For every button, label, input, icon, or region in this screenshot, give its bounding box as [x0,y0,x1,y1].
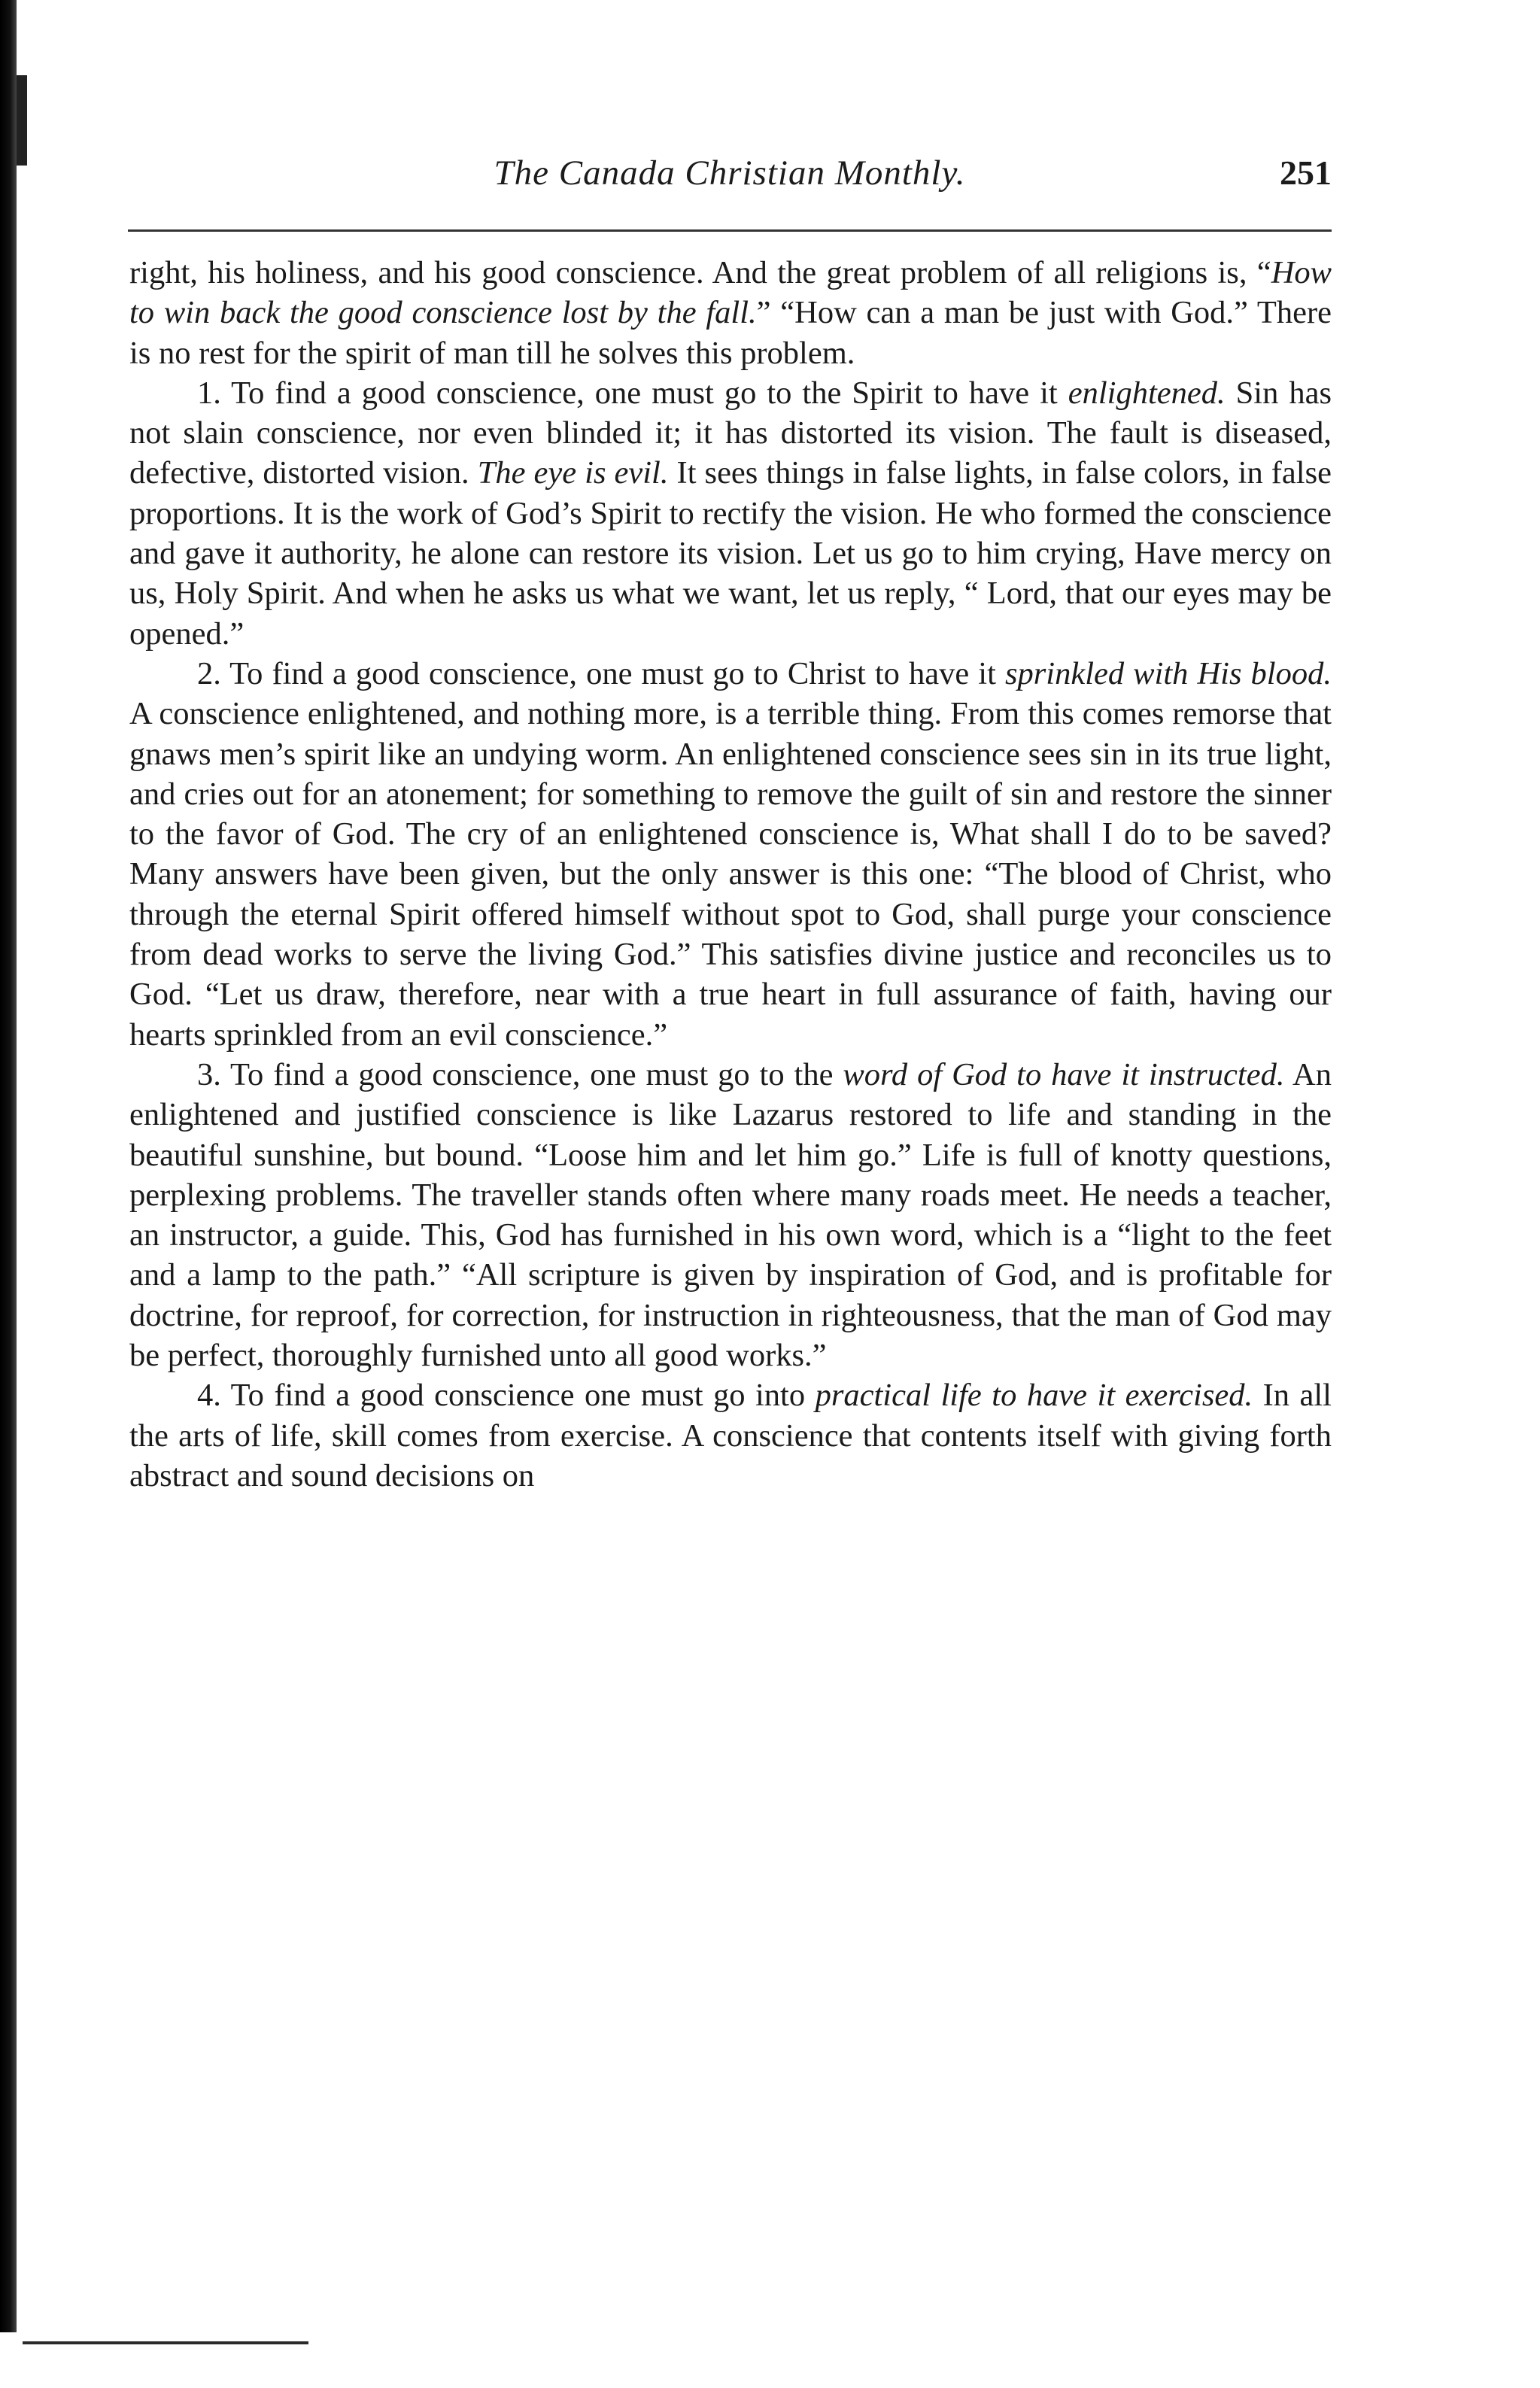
text-run: right, his holiness, and his good conscience. And the great problem of all religions is, “ [129,255,1271,290]
page-number: 251 [1280,153,1332,192]
body-text [129,253,1332,1496]
header-rule [128,229,1332,232]
running-head [128,139,1332,207]
paragraph-continuation [129,253,1332,373]
italic-run: enlightened. [1068,375,1226,411]
text-run: 2. To find a good conscience, one must go to Christ to have it [197,655,1005,691]
text-run: ” “How can a man be just with God.” There is no rest for the spirit of man till he solves this problem. [129,295,1332,371]
text-run: 3. To find a good conscience, one must go to the [197,1056,843,1092]
paragraph-1 [129,373,1332,654]
italic-run: practical life to have it exercised. [815,1378,1253,1414]
book-spine-shadow [0,0,17,2332]
italic-run: How to win back the good conscience lost by the fall. [129,255,1332,331]
spine-notch [17,75,27,166]
text-run: It sees things in false lights, in false colors, in false proportions. It is the work of God’s Spirit to rectify the vision. He who formed the conscience and gave it authority, he alone can restore its vision. Let us go to him crying, Have mercy on us, Holy Spirit. And when he asks us what we want, let us reply, “ Lord, that our eyes may be opened.” [129,455,1332,652]
running-title: The Canada Christian Monthly. [494,153,966,193]
text-run: 4. To find a good conscience one must go into [197,1378,816,1414]
italic-run: sprinkled with His blood. [1004,655,1332,691]
paragraph-4 [129,1375,1332,1496]
text-run: Sin has not slain conscience, nor even blinded it; it has distorted its vision. The fault is diseased, defective, distorted vision. [129,375,1332,491]
paragraph-3 [129,1055,1332,1375]
bottom-edge-rule [23,2341,308,2344]
paragraph-2 [129,654,1332,1055]
text-run: 1. To find a good conscience, one must go to the Spirit to have it [197,375,1068,411]
text-run: A conscience enlightened, and nothing more, is a terrible thing. From this comes remorse that gnaws men’s spirit like an undying worm. An enlightened conscience sees sin in its true light, and cries out for an atonement; for something to remove the guilt of sin and restore the sinner to the favor of God. The cry of an enlightened conscience is, What shall I do to be saved? Many answers have been given, but the only answer is this one: “The blood of Christ, who through the eternal Spirit offered himself without spot to God, shall purge your conscience from dead works to serve the living God.” This satisfies divine justice and reconciles us to God. “Let us draw, therefore, near with a true heart in full assurance of faith, having our hearts sprinkled from an evil conscience.” [129,696,1332,1053]
italic-run: The eye is evil. [477,455,669,491]
text-run: In all the arts of life, skill comes from exercise. A conscience that contents itself with giving forth abstract and sound decisions on [129,1378,1332,1493]
text-run: An enlightened and justified conscience is like Lazarus restored to life and standing in the beautiful sunshine, but bound. “Loose him and let him go.” Life is full of knotty questions, perplexing problems. The traveller stands often where many roads meet. He needs a teacher, an instructor, a guide. This, God has furnished in his own word, which is a “light to the feet and a lamp to the path.” “All scripture is given by inspiration of God, and is profitable for doctrine, for reproof, for correction, for instruction in righteousness, that the man of God may be perfect, thoroughly furnished unto all good works.” [129,1056,1332,1374]
italic-run: word of God to have it instructed. [843,1056,1285,1092]
